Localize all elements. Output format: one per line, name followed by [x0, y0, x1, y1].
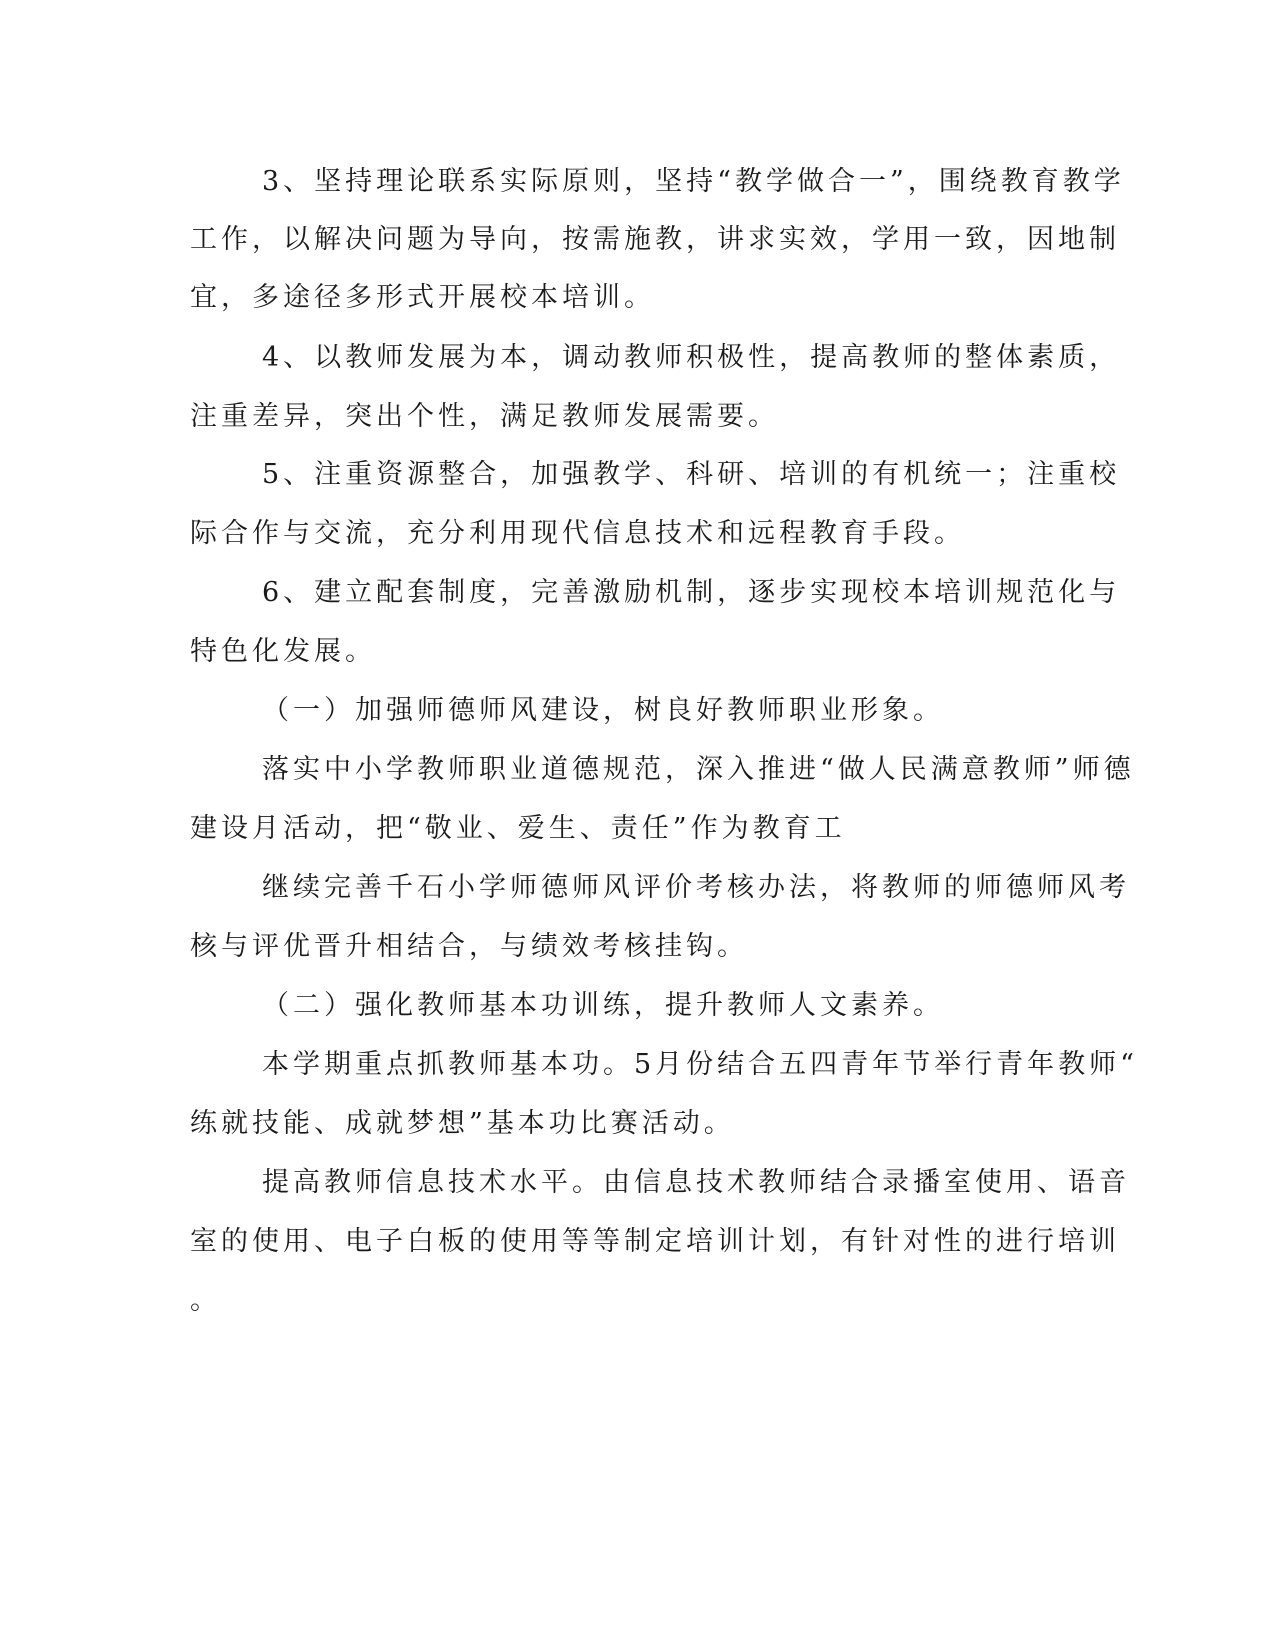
section-1-para-1-line-2: 建设月活动，把“敬业、爱生、责任”作为教育工: [190, 813, 846, 844]
principle-6-line-1: 6、建立配套制度，完善激励机制，逐步实现校本培训规范化与: [262, 577, 1121, 608]
section-2-para-2-line-3: 。: [190, 1285, 221, 1316]
section-1-para-2-line-2: 核与评优晋升相结合，与绩效考核挂钩。: [190, 931, 748, 962]
principle-4-line-2: 注重差异，突出个性，满足教师发展需要。: [190, 401, 779, 432]
section-2-para-2-line-2: 室的使用、电子白板的使用等等制定培训计划，有针对性的进行培训: [190, 1226, 1120, 1257]
principle-6-line-2: 特色化发展。: [190, 636, 376, 667]
section-2-para-1-line-1: 本学期重点抓教师基本功。5月份结合五四青年节举行青年教师“: [262, 1049, 1138, 1080]
section-1-heading: （一）加强师德师风建设，树良好教师职业形象。: [262, 695, 944, 726]
principle-5-line-1: 5、注重资源整合，加强教学、科研、培训的有机统一；注重校: [262, 459, 1121, 490]
principle-3-line-1: 3、坚持理论联系实际原则，坚持“教学做合一”，围绕教育教学: [262, 166, 1125, 197]
principle-3-line-2: 工作，以解决问题为导向，按需施教，讲求实效，学用一致，因地制: [190, 224, 1120, 255]
principle-5-line-2: 际合作与交流，充分利用现代信息技术和远程教育手段。: [190, 518, 965, 549]
section-1-para-2-line-1: 继续完善千石小学师德师风评价考核办法，将教师的师德师风考: [262, 872, 1130, 903]
section-2-para-1-line-2: 练就技能、成就梦想”基本功比赛活动。: [190, 1108, 735, 1139]
section-2-para-2-line-1: 提高教师信息技术水平。由信息技术教师结合录播室使用、语音: [262, 1167, 1130, 1198]
section-1-para-1-line-1: 落实中小学教师职业道德规范，深入推进“做人民满意教师”师德: [262, 754, 1135, 785]
section-2-heading: （二）强化教师基本功训练，提升教师人文素养。: [262, 990, 944, 1021]
principle-4-line-1: 4、以教师发展为本，调动教师积极性，提高教师的整体素质，: [262, 342, 1121, 373]
principle-3-line-3: 宜，多途径多形式开展校本培训。: [190, 282, 655, 313]
